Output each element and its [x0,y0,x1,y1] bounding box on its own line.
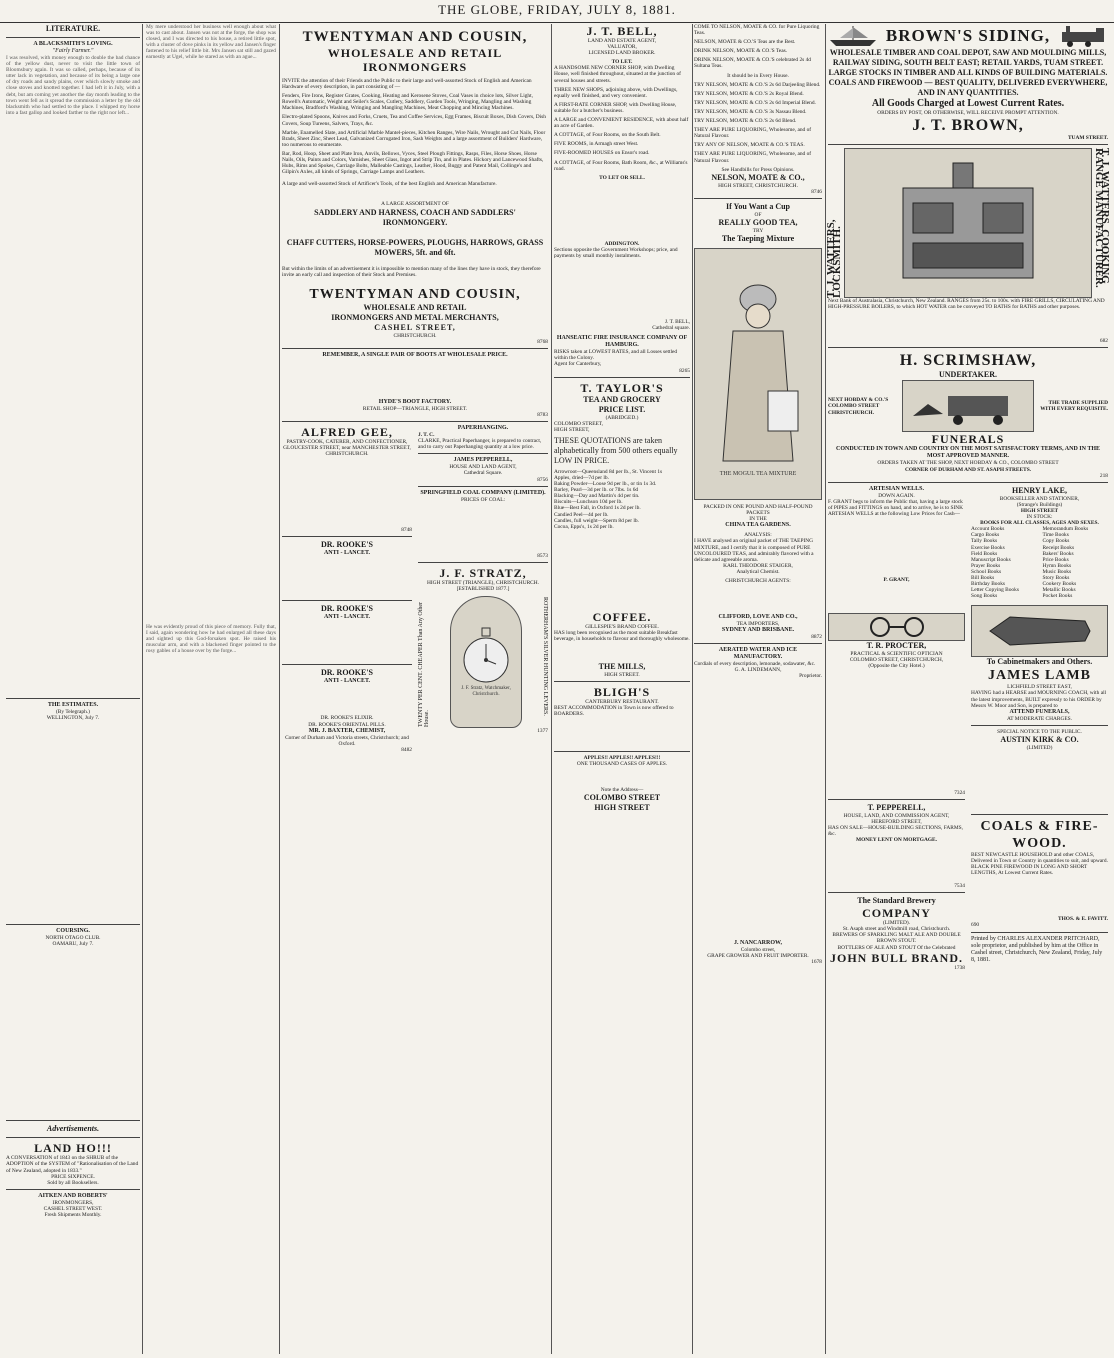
apples-sub: ONE THOUSAND CASES OF APPLES. [576,760,668,767]
china-gardens: CHINA TEA GARDENS. [725,522,791,529]
saddlery-line-2: SADDLERY AND HARNESS, COACH AND SADDLERS' IRONMONGERY. [314,207,516,227]
stratz-number: 1377 [537,728,548,734]
watch-icon [461,626,511,686]
browns-sub: WHOLESALE TIMBER AND COAL DEPOT, SAW AND MOULDING MILLS, [829,48,1107,57]
jtc-text: CLARKE, Practical Paperhanger, is prepared to contract, and to carry out Paperhanging quantity at a low price. [418,438,542,451]
analysis-text: I HAVE analysed an original packet of THE TAEPING MIXTURE, and I certify that it is composed of PURE UNCOLOURED TEAS, and admirably flavored with a delicate and agreeable aroma. [694,538,814,563]
chaff-cutters: CHAFF CUTTERS, HORSE-POWERS, PLOUGHS, HARROWS, GRASS MOWERS, 5ft. and 6ft. [286,237,544,257]
book-item: Time Books [1042,532,1069,539]
price-item: Apples, dried—7d per lb. [554,475,609,481]
boots-store: HYDE'S BOOT FACTORY. [378,398,452,405]
rooke2-sub: ANTI - LANCET. [323,614,371,621]
nelson-ad: THEY ARE PURE LIQUORING, Wholesome, and of Natural Flavour. [694,127,812,140]
story-continued: My mere understood her business well enough about what was to cast about. Jansen was not at the forge, the shop was closed, and I was directed to his house, a retired little spot, with a cluster of dove pinks in its yellow and Jansen's finger fastened to his relief little bit. Mrs Jansen sat still and gazed earnestly at Ugel, while he stared as with an ague... [146,24,276,61]
hearse-illustration [902,380,1034,432]
aitken-sub: IRONMONGERS, [52,1199,94,1206]
nelson-ad: TRY ANY OF NELSON, MOATE & CO.'S TEAS. [694,142,805,149]
lake-stock-2: BOOKS FOR ALL CLASSES, AGES AND SEXES. [980,520,1099,527]
book-item: Bill Books [971,574,995,581]
addington-heading: ADDINGTON. [604,240,640,247]
to-let-heading: TO LET. [611,59,633,66]
springfield-prices: PRICES OF COAL: [460,496,506,503]
bell-signature-2: Cathedral square. [652,325,690,332]
brewery-sub: COMPANY [862,906,931,921]
clifford-number: 8872 [811,634,822,641]
hanseatic-title: HANSEATIC FIRE INSURANCE COMPANY OF HAMBURG. [556,335,688,349]
book-item: Bakers' Books [1042,550,1074,557]
coffee-text: HAS long been recognised as the most suitable Breakfast beverage, in households to flavour and thoroughly wholesome. [554,629,690,643]
twentyman-bottom-3: IRONMONGERS AND METAL MERCHANTS, [331,312,499,322]
advertisements-heading: Advertisements. [46,1124,100,1134]
boots-title: REMEMBER, A SINGLE PAIR OF BOOTS AT WHOLESALE PRICE. [322,351,508,358]
baxter-title: MR. J. BAXTER, CHEMIST, [308,727,386,734]
nelson-signature: NELSON, MOATE & CO., [711,172,805,182]
price-item: Blue—Best Fall, in Oxford 1s 2d per lb. [554,505,641,512]
watters-right: T. J. WATTERS, COOKING RANGE MANUFACTURER. [1092,148,1111,288]
gee-title: ALFRED GEE, [301,425,393,440]
estimates-text [6,721,140,921]
bell-sub: LAND AND ESTATE AGENT, [587,38,657,44]
column-3 [282,24,548,1354]
nancarrow-name: J. NANCARROW, [734,939,782,946]
bell-title: J. T. BELL, [586,24,658,38]
book-item: Birthday Books [971,581,1005,588]
cup-line-5: The Taeping Mixture [721,234,795,244]
lindemann-title: Proprietor. [799,673,822,680]
boots-number: 8783 [537,411,548,418]
book-item: Account Books [971,526,1005,533]
price-item: Candied Peel—4d per lb. [554,511,609,518]
masthead: THE GLOBE, FRIDAY, JULY 8, 1881. [0,0,1114,23]
cup-line-4: TRY [752,227,764,234]
scrimshaw-left: NEXT HOBDAY & CO.'S COLOMBO STREET CHRISTCHURCH. [828,397,889,416]
column-4 [554,24,690,1354]
artesian-title: ARTESIAN WELLS. [868,485,925,492]
book-list [971,526,1108,599]
mogul-label: THE MOGUL TEA MIXTURE [719,471,797,478]
story-text: I was resolved, with money enough to double the bad chance of the yellow dust, never to visit the little town of Bloomsbury again. It was so called, perhaps, because of its utter lack in vegetation, and because of its being a large one of dry roads and sandy plains, over which slowly smoke and close stoves and knotted together. I had left it in July, with a debt, but am coming yet another the day month leading to the town went fell as it spread the commission a letter by the old blacksmith who had settled to the place. I whipped my horse into a fast gallop and looked farther to the right nor left... [6,55,140,116]
to-let-list [554,65,690,171]
brewery-brand: JOHN BULL BRAND. [829,950,964,965]
browns-stock: LARGE STOCKS IN TIMBER AND ALL KINDS OF BUILDING MATERIALS. [828,68,1108,77]
brewery-title: The Standard Brewery [857,896,936,906]
twentyman-limits: But within the limits of an advertisement it is impossible to mention many of the lines they have in stock, they therefore invite an early call and inspection of their Stock and Premises. [282,265,541,278]
brewery-ltd: (LIMITED). [882,920,911,927]
taylor-sub: TEA AND GROCERY [583,394,661,404]
artesian-sub: DOWN AGAIN. [878,492,915,499]
stratz-cheaper: TWENTY PER CENT. CHEAPER Than Any Other House. [418,601,431,727]
artesian-text: F. GRANT begs to inform the Public that, having a large stock of PIPES and FITTINGS on hand, and to arrive, he is to SINK ARTESIAN WELLS at the following Low Prices for Cash— [828,498,964,518]
watters-ad [825,148,1111,299]
scrimshaw-title: H. SCRIMSHAW, [899,352,1037,370]
price-item: Cocoa, Epps's, 1s 2d per lb. [554,523,614,530]
book-item: Exercise Books [971,544,1005,551]
bell-signature: J. T. BELL, [664,319,690,326]
nelson-ad: COME TO NELSON, MOATE & CO. for Pure Liquoring Teas. [694,24,820,37]
gee-address: GLOUCESTER STREET, near MANCHESTER STREET, [283,445,411,452]
funerals-orders: ORDERS TAKEN AT THE SHOP, NEXT HOBDAY & CO., COLOMBO STREET [877,460,1059,467]
stratz-title: J. F. STRATZ, [439,565,527,580]
procter-address-2: (Opposite the City Hotel.) [868,663,925,670]
procter-number: 7324 [954,789,965,796]
taylor-quote: THESE QUOTATIONS are taken alphabetically from 500 others equally LOW IN PRICE. [554,435,678,465]
story-more: He was evidently proud of this piece of memory. Fully that, I said, again wondering how he had enlarged all these days and sighted up this God-forsaken spot. He raised his muscular arm, and with a blackened finger pointed to the rosy gables of a house over by the forge... [146,624,276,655]
gee-sub: PASTRY-COOK, CATERER, AND CONFECTIONER, [286,439,408,446]
pepperell-address: Cathedral Square. [463,470,503,477]
browns-title: BROWN'S SIDING, [885,26,1051,45]
addington-sections: Sections opposite the Government Workshops; price, and payments by small monthly instalments. [554,246,678,259]
to-let-item: A COTTAGE, of Four Rooms, Bath Room, &c., at Williams's road. [554,159,688,172]
nelson-ad: DRINK NELSON, MOATE & CO.'S Teas. [694,48,788,55]
stratz-established: [ESTABLISHED 1877.] [456,585,510,592]
packed-text: PACKED IN ONE POUND AND HALF-POUND PACKETS [703,504,813,517]
price-item: Candles, full weight—Sperm 8d per lb. [554,517,639,524]
book-item: Prayer Books [971,562,1001,569]
rooke-elixir: DR. ROOKE'S ELIXIR. [320,715,374,722]
address-note: Note the Address— [600,786,644,793]
watch-label: J. F. Stratz, Watchmaker, Christchurch. [461,685,511,697]
coursing-title: COURSING. [56,928,90,935]
book-item: Metallic Books [1042,587,1076,594]
rooke2-title: DR. ROOKE'S [320,604,373,614]
jtc-title: J. T. C. [418,432,435,439]
coals-title: COALS & FIRE-WOOD. [980,819,1099,851]
baxter-address: Corner of Durham and Victoria streets, Christchurch; and Oxford. [285,734,409,747]
pepperell2-number: 7534 [954,883,965,890]
to-let-item: FIVE-ROOMED HOUSES on Ensor's road. [554,150,650,157]
nelson-address: HIGH STREET, CHRISTCHURCH. [718,182,798,189]
coals-number: 690 [971,922,980,929]
mills-street: HIGH STREET. [604,672,640,679]
to-let-item: FIVE ROOMS, in Armagh street West. [554,141,639,148]
nelson-handbills: See Handbills for Press Opinions. [721,166,795,173]
twentyman-list-5: A large and well-assorted Stock of Artificer's Tools, of the best English and American Manufacture. [282,181,497,188]
bell-number: 8265 [679,367,690,374]
boots-verse [282,359,548,399]
taylor-title: T. TAYLOR'S [580,380,664,395]
to-let-item: A LARGE and CONVENIENT RESIDENCE, with about half an acre of Garden. [554,117,689,130]
twentyman-bottom-1: TWENTYMAN AND COUSIN, [309,286,521,302]
scrimshaw-sub: UNDERTAKER. [938,370,998,380]
book-item: Song Books [971,593,998,600]
analyst-name: KARL THEODORE STAIGER, [723,562,793,569]
grant-name: P. GRANT, [883,577,910,584]
apples-title: APPLES!! APPLES!! APPLES!!! [583,754,661,761]
pepperell2-title: T. PEPPERELL, [867,802,926,812]
lamb-text: HAVING had a HEARSE and MOURNING COACH, with all the latest improvements, BUILT expressly to his ORDER by Messrs W. Moor and Son, is prepared to [971,690,1107,709]
cup-line-1: If You Want a Cup [725,201,791,211]
twentyman-list-4: Bar, Rod, Hoop, Sheet and Plate Iron, Anvils, Bellows, Vyces, Steel Plough Fittings, Rasps, Files, Horse Shoes, Horse Nails, Oils, Paints and Colors, Varnishes, Sheet Glass, Ingot and Strip Tin, and in Plates. Hickory and Lancewood Shafts, Hubs, Rims and Spokes, Carriage Bolts, Malleable Castings, Leather, Hood, Buggy and Patent Mail, Collinge's and Gilpin's Axles, all kinds of Springs, Carriage Lamps and Leathers. [282,150,544,176]
twentyman-ironmongers: IRONMONGERS [362,60,468,74]
browns-sub2: RAILWAY SIDING, SOUTH BELT EAST; RETAIL YARDS, TUAM STREET. [832,58,1104,67]
lamb-sub: LICHFIELD STREET EAST, [1007,684,1072,691]
pepperell-number: 8756 [537,476,548,483]
rooke3-sub: ANTI - LANCET. [323,678,371,685]
twentyman-list-1: Fenders, Fire Irons, Register Grates, Cooking, Heating and Kerosene Stoves, Coal Vases in choice lots, Silver Light, Rowell's Automatic, Weight and Seiler's Scales, Cutlery, Saddlery, Garden Tools, Wringing, Mangling and Washing Machines, Bradford's Washing, Wringing and Mangling Machines, Meat Chopping and Mincing Machines. [282,93,533,112]
pepperell2-money: MONEY LENT ON MORTGAGE. [856,836,937,843]
column-divider [692,24,693,1354]
nelson-ad: DRINK NELSON, MOATE & CO.'S celebrated 2s 4d Sultana Teas. [694,57,812,70]
nelson-ad: TRY NELSON, MOATE & CO.'S 2s 6d Darjeeling Blend. [694,81,821,88]
taeping-mixture-illustration [694,248,822,500]
watters-text: Next Bank of Australasia, Christchurch, New Zealand. RANGES from 25s. to 100s. with FIRE GRILLS, CIRCULATING AND HIGH-PRESSURE BOILERS, to which HOT WATER can be conveyed TO BATHS for BATHS and other purposes. [828,298,1105,311]
book-item: Tally Books [971,538,998,545]
taylor-address: COLOMBO STREET, [554,420,604,427]
pepperell-sub: HOUSE AND LAND AGENT, [449,464,517,471]
nelson-ad: It should be in Every House. [727,72,789,79]
nelson-ads [694,24,822,164]
column-5 [694,24,822,1354]
lake-stock: IN STOCK: [1026,514,1053,521]
funerals-corner: CORNER OF DURHAM AND ST. ASAPH STREETS. [904,466,1032,473]
nelson-number: 8746 [811,188,822,195]
book-item: Hymn Books [1042,562,1072,569]
lindemann-name: G. A. LINDEMANN, [734,667,782,674]
twentyman-title: TWENTYMAN AND COUSIN, [302,29,528,45]
cup-line-3: REALLY GOOD TEA, [718,217,798,227]
book-item: Manuscript Books [971,556,1011,563]
story-subtitle: "Fairly Farmer." [52,48,94,54]
nelson-ad: NELSON, MOATE & CO.'S Teas are the Best. [694,39,796,46]
lake-title: HENRY LAKE, [1012,485,1067,495]
hanseatic-text: RISKS taken at LOWEST RATES, and all Losses settled within the Colony. [554,349,678,362]
land-ho-price: PRICE SIXPENCE. [51,1173,95,1180]
lamb-title: JAMES LAMB [988,668,1091,684]
cup-line-2: OF [754,211,762,218]
taylor-sub2: PRICE LIST. [598,404,646,414]
column-6 [825,24,1111,1354]
printer-imprint: Printed by CHARLES ALEXANDER PRITCHARD, sole proprietor, and published by him at the Office in Cashel street, Christchurch, New Zealand, Friday, July 8, 1881. [971,935,1103,963]
rooke1-sub: ANTI - LANCET. [323,550,371,557]
brewery-number: 1738 [954,964,965,971]
to-let-item: A HANDSOME NEW CORNER SHOP, with Dwelling House, well finished throughout, situated at the junction of several houses and streets. [554,65,681,84]
nancarrow-number: 1678 [811,958,822,965]
twentyman-bottom-2: WHOLESALE AND RETAIL [363,302,467,312]
column-1 [6,24,140,1354]
mills-title: THE MILLS, [598,662,646,672]
springfield-title: SPRINGFIELD COAL COMPANY (LIMITED). [420,489,546,496]
bligh-title: BLIGH'S [593,685,651,700]
book-item: Field Books [971,550,998,557]
coals-also: BLACK PINE FIREWOOD IN LONG AND SHORT LENGTHS, At Lowest Current Rates. [971,864,1088,877]
land-ho-sold: Sold by all Booksellers. [47,1179,99,1186]
price-item: Baking Powder—Loose 9d per lb., or tin 1s 3d. [554,481,657,488]
funerals-number: 218 [1099,472,1108,479]
bligh-text: BEST ACCOMMODATION in Town is now offered to BOARDERS. [554,705,674,718]
clifford-sub: TEA IMPORTERS, [736,621,780,628]
coffin-illustration [971,605,1108,657]
pepperell2-sub: HOUSE, LAND, AND COMMISSION AGENT, [843,812,950,819]
brewery-bottlers: BOTTLERS OF ALE AND STOUT Of the Celebrated [837,944,956,951]
kirk-notice: SPECIAL NOTICE TO THE PUBLIC. [997,728,1082,735]
rooke1-title: DR. ROOKE'S [320,540,373,550]
mogul-figure-icon [713,271,803,471]
book-item: School Books [971,568,1002,575]
aitken-note: Fresh Shipments Monthly. [44,1212,102,1219]
kirk-sub: (LIMITED) [1026,744,1053,751]
to-let-or-sell: TO LET OR SELL. [599,174,645,181]
brewery-text: St. Asaph street and Windmill road, Christchurch. [842,926,951,933]
book-item: Pocket Books [1042,593,1073,600]
coffee-title: COFFEE. [592,609,652,624]
book-item: Copy Books [1042,538,1070,545]
ship-icon [828,24,878,48]
twentyman-list-3: Marble, Enamelled Slate, and Artificial Marble Mantel-pieces, Kitchen Ranges, Wire Nails, Wrought and Cut Nails, Floor Brads, Sheet Zinc, Sheet Lead, Galvanized Corrugated Iron, Sash Weights and a large assortment of Builders' Hardware, too numerous to enumerate. [282,129,546,148]
analysis-title: ANALYSIS: [744,532,772,539]
coffin-icon [985,611,1095,651]
price-list [554,469,690,530]
procter-sub: PRACTICAL & SCIENTIFIC OPTICIAN [850,651,943,658]
nelson-ad: TRY NELSON, MOATE & CO.'S 2s 6d Blend. [694,118,797,125]
price-item: Biscuits—Lunchson 10d per lb. [554,499,623,506]
to-let-item: A FIRST-RATE CORNER SHOP, with Dwelling House, suitable for a butcher's business. [554,101,677,114]
rooke3-title: DR. ROOKE'S [320,668,373,678]
lamb-funerals: ATTEND FUNERALS, [1009,708,1070,715]
agents-heading: CHRISTCHURCH AGENTS: [725,578,791,584]
gee-city: CHRISTCHURCH. [325,451,369,458]
nelson-ad: TRY NELSON, MOATE & CO.'S 3s Nassau Blend. [694,108,807,115]
procter-title: T. R. PROCTER, [866,641,927,651]
lake-street: HIGH STREET [1020,507,1059,514]
twentyman-invite: INVITE the attention of their Friends and the Public to their large and well-assorted Stock of English and American Hardware of every description, in part consisting of — [282,78,532,91]
book-item: Cargo Books [971,532,1000,539]
column-divider [142,24,143,1354]
paperhanging-title: PAPERHANGING. [457,425,509,432]
estimates-title: THE ESTIMATES. [47,702,99,708]
stratz-levers: ROTHERHAM'S SILVER HUNTING LEVERS. [542,597,548,716]
browns-coal: COALS AND FIREWOOD — BEST QUALITY, DELIVERED EVERYWHERE, AND IN ANY QUANTITIES. [828,78,1108,97]
price-item: Blacking—Day and Martin's 4d per tin. [554,493,640,500]
packed-in: IN THE [749,516,767,523]
column-2 [146,24,276,1354]
book-item: Memorandum Books [1042,526,1089,533]
col3-lower [282,425,548,753]
bligh-sub: CANTERBURY RESTAURANT. [585,699,659,706]
col6-lower [828,486,1108,971]
coals-signature: THOS. & E. FAVITT. [1057,916,1108,923]
spectacles-illustration [828,613,965,641]
brewery-brewers: BREWERS OF SPARKLING MALT ALE AND DOUBLE BROWN STOUT. [832,932,961,945]
coffee-sub: GILLESPIE'S BRAND COFFEE. [585,623,659,630]
stratz-sub: HIGH STREET (TRIANGLE), CHRISTCHURCH. [426,579,540,586]
cabinetmakers-heading: To Cabinetmakers and Others. [986,657,1093,667]
nancarrow-street: Colombo street, [740,946,776,953]
kitchen-range-illustration [844,148,1092,298]
browns-orders: ORDERS BY POST, OR OTHERWISE, WILL RECEIVE PROMPT ATTENTION. [877,110,1059,116]
funerals-text: CONDUCTED IN TOWN AND COUNTRY ON THE MOST SATISFACTORY TERMS, AND IN THE MOST APPROVED MANNER. [835,446,1101,460]
coursing-place: OAMARU, July 7. [52,941,94,948]
taylor-address-2: HIGH STREET, [554,426,590,433]
lamb-charges: AT MODERATE CHARGES. [1006,715,1073,722]
clifford-name: CLIFFORD, LOVE AND CO., [718,614,798,621]
train-icon [1058,24,1108,48]
coursing-text [6,947,140,1117]
column-divider [279,24,280,1354]
nelson-ad: TRY NELSON, MOATE & CO.'S 2s Royal Blend. [694,90,804,97]
cordials-text: Cordials of every description, lemonade, sodawater, &c. [694,661,816,668]
bell-sub3: LICENSED LAND BROKER. [588,50,656,57]
scrimshaw-right: THE TRADE SUPPLIED WITH EVERY REQUISITE. [1040,400,1108,413]
pocket-watch-illustration [450,596,522,728]
baxter-number: 8482 [401,746,412,753]
nancarrow-trade: GRAPE GROWER AND FRUIT IMPORTER. [707,952,809,959]
lake-sub2: (Strange's Buildings) [1016,501,1063,508]
twentyman-list-2: Electro-plated Spoons, Knives and Forks, Cruets, Tea and Coffee Services, Egg Frames, Biscuit Boxes, Dish Covers, Dish Covers, Soup Tureens, Salvers, Trays, &c. [282,114,546,127]
boots-address: RETAIL SHOP—TRIANGLE, HIGH STREET. [362,405,468,412]
pepperell2-text: HAS ON SALE—HOUSE-BUILDING SECTIONS, FARMS, &c. [828,824,963,837]
estimates-place: WELLINGTON, July 7. [46,715,100,722]
watters-number: 682 [1099,338,1108,345]
rooke-pills: DR. ROOKE'S ORIENTAL PILLS. [308,721,386,728]
analyst-title: Analytical Chemist. [736,568,780,575]
twentyman-sub: WHOLESALE AND RETAIL [327,46,503,60]
address-high: HIGH STREET [594,802,650,812]
nelson-ad: TRY NELSON, MOATE & CO.'S 2s 6d Imperial Blend. [694,99,816,106]
book-item: Receipt Books [1042,544,1075,551]
coals-text: BEST NEWCASTLE HOUSEHOLD and other COALS, Delivered in Town or Country in quantities to suit, and upward. [971,852,1108,865]
book-item: Music Books [1042,568,1072,575]
price-item: Barley, Pearl—3d per lb. or 7lbs. 1s 6d [554,487,639,494]
land-ho-text: A CONVERSATION of 1843 on the SHRUB of the ADOPTION of the SYSTEM of "Rationalisation of the Land of New Zealand, adopted in 1833." [6,1155,139,1174]
bell-sub2: VALUATOR, [607,44,637,51]
coursing-sub: NORTH OTAGO CLUB. [45,935,101,942]
clifford-city: SYDNEY AND BRISBANE. [721,627,795,634]
twentyman-bottom-4: CASHEL STREET, [374,322,456,332]
lake-sub: BOOKSELLER AND STATIONER, [999,495,1080,502]
procter-address: COLOMBO STREET, CHRISTCHURCH, [849,657,944,664]
aitken-title: AITKEN AND ROBERTS' [38,1192,108,1199]
story-title: A BLACKSMITH'S LOVING. [33,41,113,47]
book-item: Price Books [1042,556,1069,563]
hearse-icon [908,386,1028,426]
spectacles-icon [862,616,932,638]
hanseatic-agent: Agent for Canterbury, [554,361,602,368]
address-colombo: COLOMBO STREET [583,792,661,802]
aitken-street: CASHEL STREET WEST. [43,1205,103,1212]
stove-icon [893,158,1043,288]
funerals-title: FUNERALS [931,432,1005,447]
gee-number: 8748 [401,527,412,534]
land-ho-title: LAND HO!!! [34,1141,112,1156]
price-item: Arrowroot—Queensland 8d per lb., St. Vincent 1s [554,468,663,475]
book-item: Story Books [1042,574,1070,581]
twentyman-bottom-5: CHRISTCHURCH. [393,332,437,339]
kirk-title: AUSTIN KIRK & CO. [1000,734,1079,744]
to-let-item: A COTTAGE, of Four Rooms, on the South Belt. [554,132,661,139]
pepperell-title: JAMES PEPPERELL, [453,457,513,464]
watters-left: T. J. WATTERS, LOCKSMITH. [825,219,844,299]
column-divider [551,24,552,1354]
nelson-ad: THEY ARE PURE LIQUORING, Wholesome, and of Natural Flavour. [694,151,812,164]
book-item: Cookery Books [1042,581,1077,588]
browns-street: TUAM STREET. [1067,135,1108,142]
twentyman-number: 8768 [537,338,548,345]
pepperell2-address: HEREFORD STREET, [871,818,922,825]
browns-name: J. T. BROWN, [912,117,1024,135]
taylor-abridged: (ABRIDGED.) [605,414,639,421]
saddlery-line-1: A LARGE ASSORTMENT OF [381,201,449,208]
aerated-title: AERATED WATER AND ICE MANUFACTORY. [718,647,798,661]
springfield-number: 8573 [537,552,548,559]
to-let-item: THREE NEW SHOPS, adjoining above, with Dwellings, equally well finished, and very convenient. [554,86,678,99]
estimates-sub: (By Telegraph.) [56,709,90,715]
browns-charged: All Goods Charged at Lowest Current Rates. [871,98,1065,109]
literature-heading: LITERATURE. [45,24,101,33]
book-item: Letter Copying Books [971,587,1019,594]
